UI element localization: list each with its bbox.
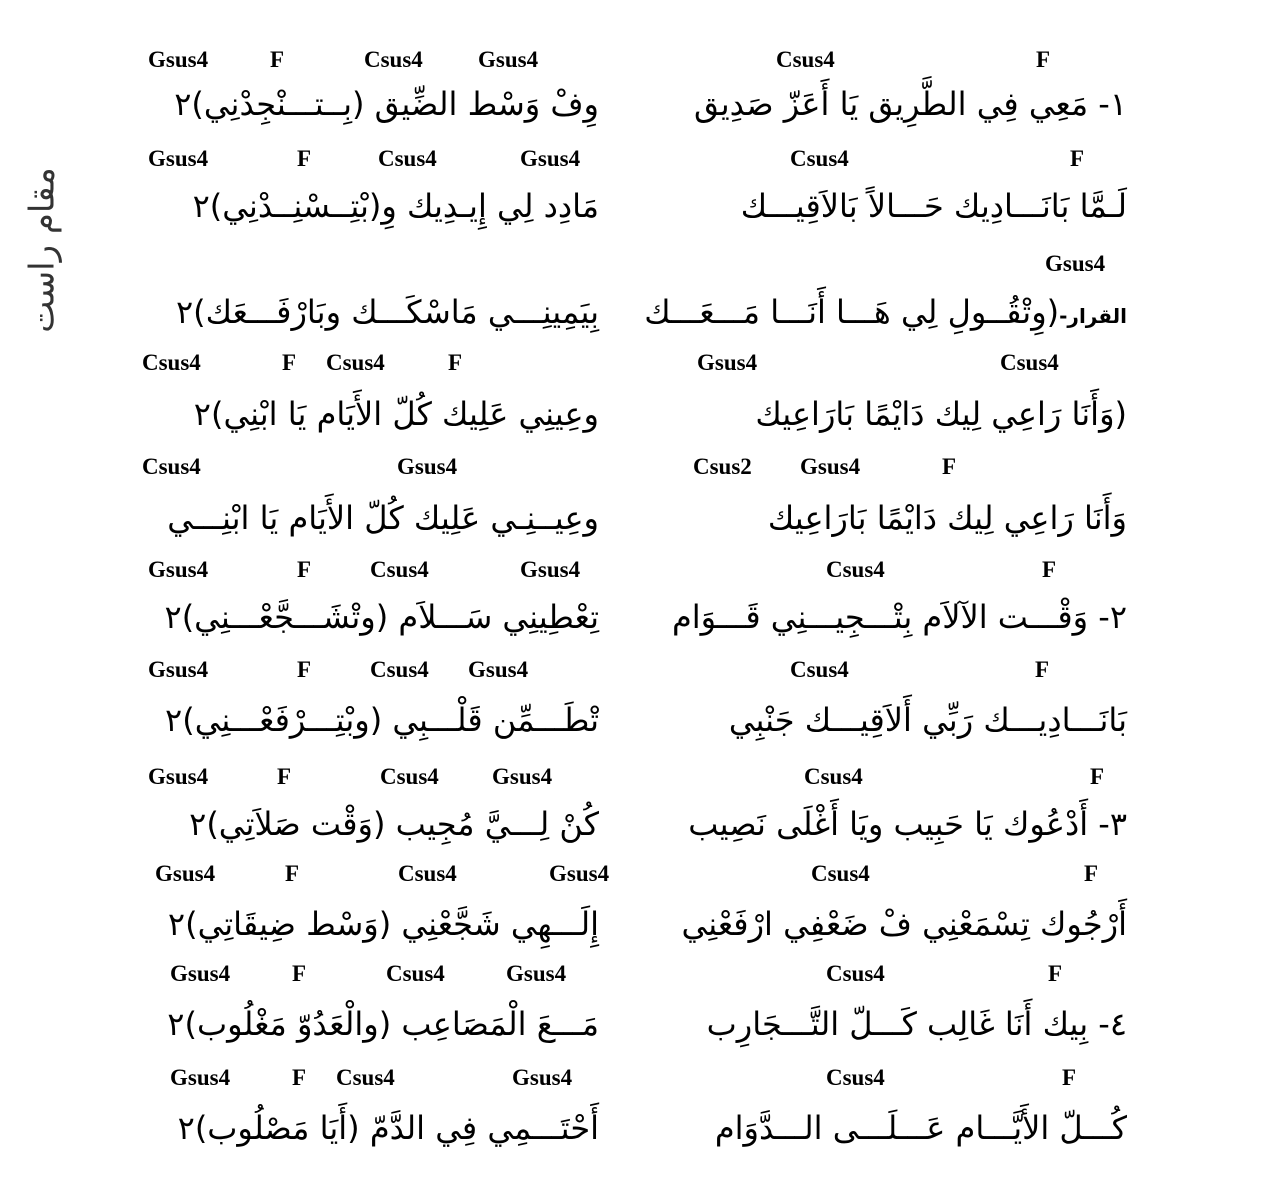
chord: F [942, 454, 957, 479]
chord: F [292, 1065, 307, 1090]
chord: Csus4 [364, 47, 423, 72]
chord: F [1062, 1065, 1077, 1090]
chord: Gsus4 [478, 47, 539, 72]
chord: Gsus4 [520, 557, 581, 582]
chord: Gsus4 [155, 861, 216, 886]
chord: Csus4 [370, 557, 429, 582]
lyric-left: تْطَـــمِّن قَلْـــبِي (وبْتِـــرْفَعْـــنِي)٢ [165, 701, 599, 739]
chord: Csus4 [804, 764, 863, 789]
chorus-text: (وِتْقُــولِ لِي هَـــا أَنَـــا مَـــعَـــك [644, 293, 1060, 331]
lyric-left: وعِينِي عَلِيك كُلّ الأَيَام يَا ابْنِي)٢ [193, 395, 599, 433]
chord: Gsus4 [492, 764, 553, 789]
chord: F [448, 350, 463, 375]
lyric-right: بَانَـــادِيـــك رَبِّي أَلاَقِيـــك جَنْبِي [728, 701, 1127, 739]
chord: F [297, 557, 312, 582]
chord: F [282, 350, 297, 375]
chord: Gsus4 [468, 657, 529, 682]
chord: Gsus4 [148, 657, 209, 682]
chord: F [1084, 861, 1099, 886]
lyric-left: وِفْ وَسْط الضِّيق (بِــتـــنْجِدْنِي)٢ [174, 85, 599, 123]
chord: Gsus4 [512, 1065, 573, 1090]
lyric-right: (وَأَنَا رَاعِي لِيك دَايْمًا بَارَاعِيك [755, 395, 1127, 433]
chord: F [285, 861, 300, 886]
lyric-right [644, 293, 1127, 331]
chord: F [270, 47, 285, 72]
chorus-tag: القرار- [1059, 304, 1127, 328]
maqam-label-text: مقام راست [23, 167, 63, 333]
chord: Gsus4 [148, 764, 209, 789]
chord: Gsus4 [520, 146, 581, 171]
lyric-right: أَرْجُوك تِسْمَعْنِي فْ ضَعْفِي ارْفَعْنِي [681, 905, 1127, 943]
chord: Gsus4 [1045, 251, 1106, 276]
chord: F [1048, 961, 1063, 986]
chord: Csus4 [790, 146, 849, 171]
lyric-left: مَـــعَ الْمَصَاعِب (والْعَدُوّ مَغْلُوب)٢ [167, 1005, 599, 1043]
lyric-right: كُـــلّ الأَيَّـــام عَـــلَـــى الـــدَّوَام [714, 1109, 1127, 1147]
chord: Gsus4 [148, 47, 209, 72]
maqam-label [18, 140, 68, 360]
chord: Gsus4 [148, 557, 209, 582]
lyric-left: بِيَمِينِـــي مَاسْكَـــك وبَارْفَـــعَك)٢ [175, 293, 599, 331]
chord: Gsus4 [397, 454, 458, 479]
chord: Gsus4 [148, 146, 209, 171]
lyric-left: أَحْتَـــمِي فِي الدَّمّ (أَيَا مَصْلُوب)٢ [177, 1109, 599, 1147]
chord: Csus4 [826, 557, 885, 582]
lyric-right: ٣- أَدْعُوك يَا حَبِيب ويَا أَغْلَى نَصِيب [688, 805, 1127, 843]
chord: Csus4 [326, 350, 385, 375]
lyric-right: ٢- وَقْـــت الآلاَم بِتْـــجِيـــنِي قَـــوَام [671, 598, 1127, 636]
lyric-left: إِلَـــهِي شَجَّعْنِي (وَسْط ضِيقَاتِي)٢ [167, 905, 599, 943]
lyric-right: ١- مَعِي فِي الطَّرِيق يَا أَعَزّ صَدِيق [694, 85, 1127, 123]
chord: Csus4 [826, 1065, 885, 1090]
chord: Csus4 [336, 1065, 395, 1090]
chord: Gsus4 [506, 961, 567, 986]
chord: Csus4 [790, 657, 849, 682]
chord: F [297, 657, 312, 682]
chord: Csus2 [693, 454, 752, 479]
lyric-right: ٤- بِيك أَنَا غَالِب كَـــلّ التَّـــجَارِب [706, 1005, 1127, 1043]
chord: Gsus4 [170, 1065, 231, 1090]
chord: F [1070, 146, 1085, 171]
chord: F [1035, 657, 1050, 682]
chord: Csus4 [398, 861, 457, 886]
chord: Csus4 [1000, 350, 1059, 375]
lyric-right: وَأَنَا رَاعِي لِيك دَايْمًا بَارَاعِيك [767, 499, 1127, 537]
chord: F [1036, 47, 1051, 72]
lyric-left: تِعْطِينِي سَـــلاَم (وتْشَـــجَّعْـــنِي)٢ [164, 598, 599, 636]
chord: Gsus4 [697, 350, 758, 375]
chord: Csus4 [370, 657, 429, 682]
chord: Csus4 [142, 350, 201, 375]
chord: Gsus4 [800, 454, 861, 479]
chord: F [297, 146, 312, 171]
lyric-right: لَـمَّا بَانَـــادِيك حَـــالاً بَالاَقِيـــك [740, 187, 1127, 225]
chord: Gsus4 [549, 861, 610, 886]
chord: Csus4 [378, 146, 437, 171]
lyric-left: كُنْ لِـــيَّ مُجِيب (وَقْت صَلاَتِي)٢ [189, 805, 599, 843]
chord: Csus4 [826, 961, 885, 986]
chord: F [1042, 557, 1057, 582]
lyric-left: مَادِد لِي إِيـدِيك وِ(بْتِــسْنِــدْنِي)٢ [192, 187, 599, 225]
chord: Csus4 [142, 454, 201, 479]
chord: F [292, 961, 307, 986]
chord: Gsus4 [170, 961, 231, 986]
chord: Csus4 [776, 47, 835, 72]
lyric-left: وعِيــنِـي عَلِيك كُلّ الأَيَام يَا ابْنِـــي [167, 499, 599, 537]
chord: Csus4 [380, 764, 439, 789]
chord: F [1090, 764, 1105, 789]
chord: Csus4 [386, 961, 445, 986]
chord: F [277, 764, 292, 789]
chord: Csus4 [811, 861, 870, 886]
